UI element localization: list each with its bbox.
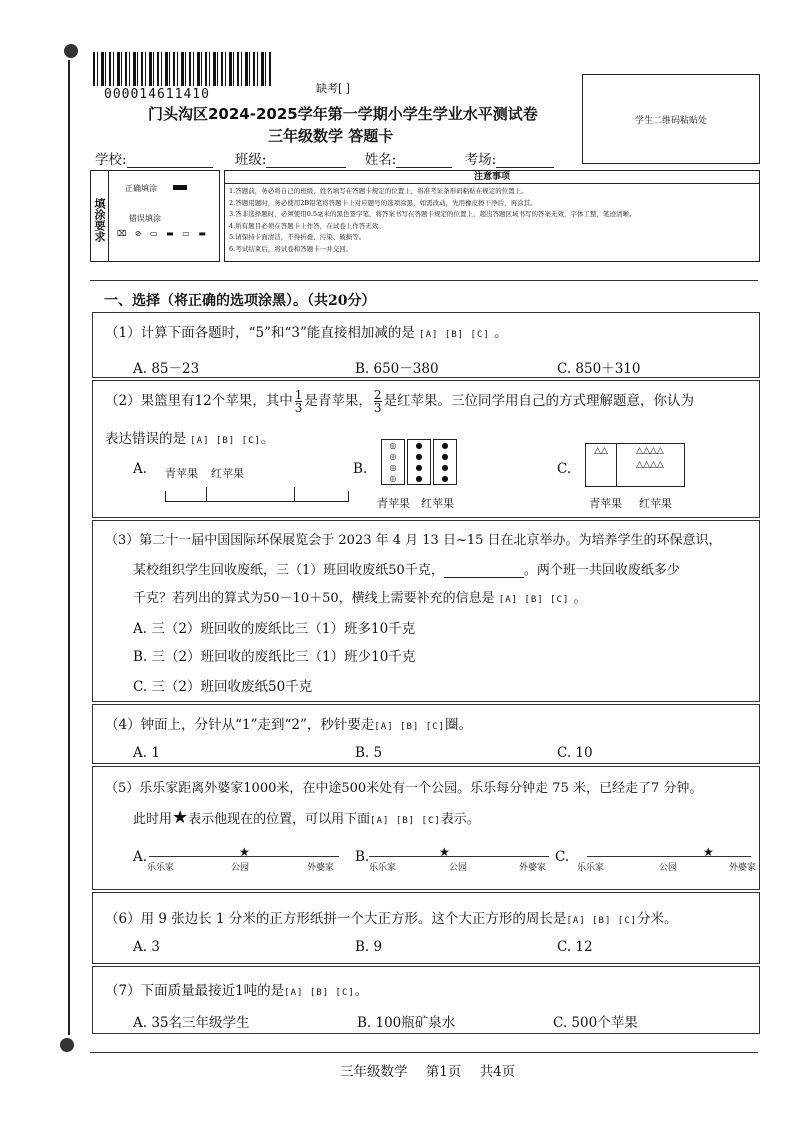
q5-option-b-label: B. <box>355 849 370 865</box>
q2-a-red-label: 红苹果 <box>211 467 244 480</box>
q5-a-grandma: 外婆家 <box>307 863 335 873</box>
q5-a-park: 公园 <box>231 863 250 873</box>
q5-b-star-icon: ★ <box>439 845 450 859</box>
section-heading: 一、选择（将正确的选项涂黑）。（共20分） <box>104 293 376 309</box>
q3-line1: （3）第二十一届中国国际环保展览会于 2023 年 4 月 13 日~15 日在北京举办。为培养学生的环保意识， <box>105 533 722 548</box>
q6-option-a: A. 3 <box>133 939 160 955</box>
notes-title: 注意事项 <box>225 171 759 184</box>
exam-room-label: 考场: <box>464 152 497 168</box>
q2-c-red-label: 红苹果 <box>639 497 672 510</box>
name-field[interactable] <box>396 153 452 168</box>
q5-line2b: 表示他现在的位置，可以用下面 <box>188 812 371 827</box>
student-fields <box>95 148 554 168</box>
q7-option-c: C. 500个苹果 <box>553 1015 638 1031</box>
q3-option-b: B. 三（2）班回收的废纸比三（1）班少10千克 <box>133 649 416 665</box>
q2-text-a: （2）果篮里有12个苹果，其中 <box>105 393 293 409</box>
q4-text: （4）钟面上，分针从“1”走到“2”，秒针要走 <box>105 717 375 733</box>
note-item: 2.答题用题时，务必使用2B铅笔将答题卡上对应题号的选项涂黑，如需改动，先用橡皮擦干净后，再涂其。 <box>229 198 537 207</box>
q5-c-home: 乐乐家 <box>577 863 605 873</box>
star-icon: ★ <box>172 807 189 828</box>
notes-box <box>224 170 760 262</box>
exam-subtitle: 三年级数学 答题卡 <box>268 127 394 145</box>
q3-line3: 千克？若列出的算式为50－10＋50，横线上需要补充的信息是 <box>133 591 495 606</box>
q3-blank[interactable] <box>444 563 524 578</box>
q6-option-b: B. 9 <box>355 939 383 955</box>
q3-option-c: C. 三（2）班回收废纸50千克 <box>133 679 313 695</box>
q6-option-c: C. 12 <box>557 939 593 955</box>
class-field[interactable] <box>266 153 346 168</box>
school-field[interactable] <box>127 153 213 168</box>
school-label: 学校: <box>95 152 127 168</box>
q5-a-star-icon: ★ <box>239 845 250 859</box>
q5-line2a: 此时用 <box>133 812 173 827</box>
correct-fill-mark <box>173 185 187 190</box>
q1-text: （1）计算下面各题时，“5”和“3”能直接相加减的是 <box>105 325 415 341</box>
wrong-fill-marks: ⌧ ⊘ ▭ ▬ ▭ ▬ <box>117 229 209 238</box>
note-item: 4.所有题目必须在答题卡上作答，在试卷上作答无效。 <box>229 221 385 230</box>
barcode-number: 000014611410 <box>104 87 210 102</box>
punch-hole-bottom <box>60 1038 74 1052</box>
q5-a-home: 乐乐家 <box>147 863 175 873</box>
note-item: 5.请保持卡面清洁，不得折叠、污染、破损等。 <box>229 233 366 241</box>
q5-b-grandma: 外婆家 <box>519 863 547 873</box>
footer-page: 第1页 <box>425 1064 462 1080</box>
wrong-fill-label: 错误填涂 <box>129 214 161 223</box>
q5-b-home: 乐乐家 <box>369 863 397 873</box>
margin-line <box>68 60 70 1035</box>
q5-c-star-icon: ★ <box>703 845 714 859</box>
q3-line2a: 某校组织学生回收废纸，三（1）班回收废纸50千克， <box>133 563 444 578</box>
q4-end: 圈。 <box>444 717 472 733</box>
q3-option-a: A. 三（2）班回收的废纸比三（1）班多10千克 <box>133 621 416 637</box>
question-5 <box>92 766 760 890</box>
q2-c-green-label: 青苹果 <box>589 497 622 510</box>
q2-b-red-label: 红苹果 <box>421 497 454 510</box>
footer-divider <box>90 1052 758 1053</box>
q2-a-segment-diagram <box>165 491 349 502</box>
q1-end: 。 <box>494 325 508 341</box>
qr-paste-label: 学生二维码粘贴处 <box>634 116 707 126</box>
q5-line1: （5）乐乐家距离外婆家1000米，在中途500米处有一个公园。乐乐每分钟走 75 米，已经走了7 分钟。 <box>105 781 703 796</box>
q2-c-triangle-diagram: △△ △△△△ △△△△ <box>585 443 685 487</box>
footer <box>340 1060 515 1080</box>
q7-text: （7）下面质量最接近1吨的是 <box>105 983 285 999</box>
q5-c-number-line <box>587 856 751 857</box>
q2-choice-marks[interactable]: [A] [B] [C] <box>190 436 261 446</box>
q2-text-line2: 表达错误的是 <box>105 431 186 447</box>
q1-option-a: A. 85－23 <box>133 361 200 377</box>
correct-fill-label: 正确填涂 <box>125 184 157 193</box>
footer-total: 共4页 <box>479 1064 516 1080</box>
q2-text-b: 是青苹果， <box>304 393 372 409</box>
q2-b-green-label: 青苹果 <box>377 497 410 510</box>
class-label: 班级: <box>234 152 267 168</box>
q7-option-a: A. 35名三年级学生 <box>133 1015 250 1031</box>
name-label: 姓名: <box>364 152 397 168</box>
q2-fraction-2: $\frac{2}{3}$ <box>373 388 382 415</box>
q4-option-c: C. 10 <box>557 745 593 761</box>
q5-option-c-label: C. <box>555 849 570 865</box>
q2-fraction-1: $\frac{1}{3}$ <box>294 388 303 415</box>
q6-text: （6）用 9 张边长 1 分米的正方形纸拼一个大正方形。这个大正方形的周长是 <box>105 911 567 927</box>
q2-text-c: 是红苹果。三位同学用自己的方式理解题意，你认为 <box>383 393 695 409</box>
q5-b-number-line <box>369 856 549 857</box>
absent-mark[interactable]: 缺考[ ] <box>316 82 351 95</box>
note-item: 3.答非选择题时，必须使用0.5毫米的黑色签字笔，将答案书写在答题卡规定的位置上，超出答题区域书写的答案无效，字体工整，笔迹清晰。 <box>229 210 636 218</box>
fill-side-label: 填涂要求 <box>91 171 109 261</box>
barcode <box>93 52 271 86</box>
exam-room-field[interactable] <box>496 153 554 168</box>
q4-option-a: A. 1 <box>133 745 160 761</box>
q6-end: 分米。 <box>637 911 678 927</box>
q5-option-a-label: A. <box>133 849 148 865</box>
q5-b-park: 公园 <box>449 863 468 873</box>
q1-choice-marks[interactable]: [A] [B] [C] <box>419 330 490 340</box>
note-item: 6.考试结束后，将试卷和答题卡一并交回。 <box>229 244 353 253</box>
question-2 <box>92 380 760 518</box>
q6-choice-marks[interactable]: [A] [B] [C] <box>566 916 638 926</box>
q2-option-c-label: C. <box>557 461 572 477</box>
q7-option-b: B. 100瓶矿泉水 <box>357 1015 456 1031</box>
q4-choice-marks[interactable]: [A] [B] [C] <box>374 722 445 732</box>
notes-list <box>225 184 759 257</box>
q7-choice-marks[interactable]: [A] [B] [C] <box>284 988 355 998</box>
q1-option-b: B. 650－380 <box>355 361 439 377</box>
question-1 <box>92 312 760 378</box>
exam-title: 门头沟区2024-2025学年第一学期小学生学业水平测试卷 <box>148 105 538 123</box>
question-7 <box>92 966 760 1034</box>
q3-line2b: 。两个班一共回收废纸多少 <box>523 563 680 578</box>
q5-c-park: 公园 <box>659 863 678 873</box>
note-item: 1.答题前，务必将自己的班级、姓名填写在答题卡规定的位置上，将准考证条形码粘贴在规定的位置上。 <box>229 187 528 195</box>
fill-requirements <box>90 170 220 262</box>
punch-hole-top <box>64 44 78 58</box>
q4-option-b: B. 5 <box>355 745 383 761</box>
q2-option-b-label: B. <box>353 461 368 477</box>
q1-option-c: C. 850＋310 <box>557 361 641 377</box>
q5-c-grandma: 外婆家 <box>729 863 757 873</box>
q2-option-a-label: A. <box>133 461 148 477</box>
question-3 <box>92 520 760 702</box>
header-divider <box>90 280 758 281</box>
footer-subject: 三年级数学 <box>340 1064 408 1080</box>
q5-choice-marks[interactable]: [A] [B] [C] <box>370 816 441 826</box>
q3-choice-marks[interactable]: [A] [B] [C] <box>498 595 570 605</box>
q5-end: 表示。 <box>440 812 480 827</box>
q3-end: 。 <box>573 591 587 606</box>
q2-end: 。 <box>260 431 275 447</box>
q2-a-green-label: 青苹果 <box>165 467 198 480</box>
question-6 <box>92 892 760 964</box>
q7-end: 。 <box>354 983 369 999</box>
q2-b-dot-diagram: ◎ ◎ ◎ ◎ ● ● ● ● ● ● ● ● <box>381 439 457 485</box>
qr-paste-box <box>582 74 760 164</box>
question-4 <box>92 704 760 764</box>
